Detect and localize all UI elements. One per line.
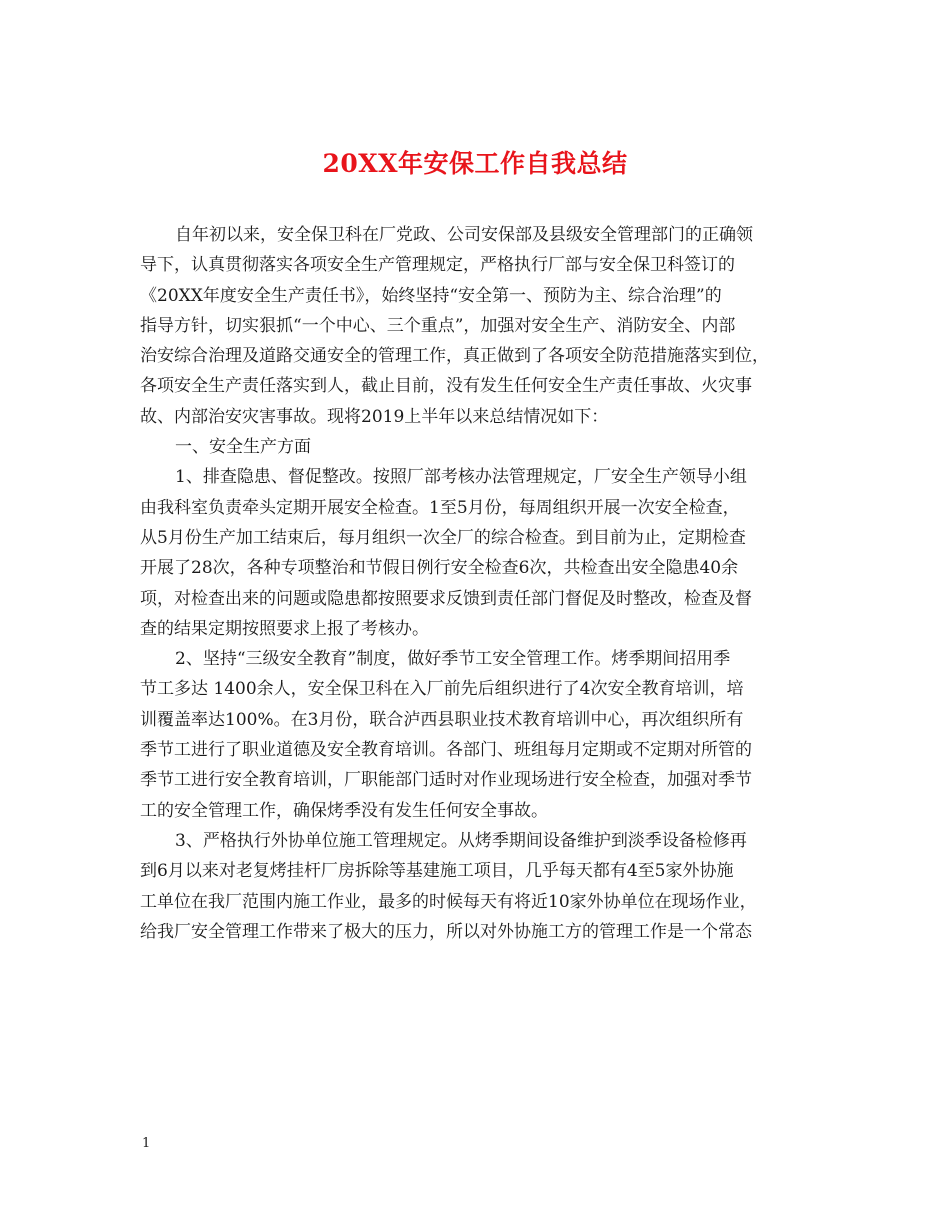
body-line: 各项安全生产责任落实到人，截止目前，没有发生任何安全生产责任事故、火灾事 (140, 376, 752, 397)
body-line: 3、严格执行外协单位施工管理规定。从烤季期间设备维护到淡季设备检修再 (175, 830, 747, 851)
body-line: 治安综合治理及道路交通安全的管理工作，真正做到了各项安全防范措施落实到位， (140, 346, 769, 367)
section-heading: 一、安全生产方面 (175, 437, 311, 458)
body-line: 工单位在我厂范围内施工作业，最多的时候每天有将近10家外协单位在现场作业， (140, 891, 757, 912)
body-line: 到6月以来对老复烤挂杆厂房拆除等基建施工项目，几乎每天都有4至5家外协施 (140, 861, 734, 882)
body-line: 1、排查隐患、督促整改。按照厂部考核办法管理规定，厂安全生产领导小组 (175, 467, 747, 488)
document-title: 20XX年安保工作自我总结 (322, 149, 628, 178)
body-line: 季节工进行安全教育培训，厂职能部门适时对作业现场进行安全检查，加强对季节 (140, 770, 752, 791)
body-line: 指导方针，切实狠抓“一个中心、三个重点”，加强对安全生产、消防安全、内部 (140, 315, 736, 336)
body-line: 从5月份生产加工结束后，每月组织一次全厂的综合检查。到目前为止，定期检查 (140, 527, 746, 548)
body-line: 导下，认真贯彻落实各项安全生产管理规定，严格执行厂部与安全保卫科签订的 (140, 255, 735, 276)
body-line: 自年初以来，安全保卫科在厂党政、公司安保部及县级安全管理部门的正确领 (175, 225, 753, 245)
body-line: 《20XX年度安全生产责任书》，始终坚持“安全第一、预防为主、综合治理”的 (140, 285, 722, 306)
page-number: 1 (142, 1136, 151, 1151)
body-line: 训覆盖率达100%。在3月份，联合泸西县职业技术教育培训中心，再次组织所有 (140, 709, 744, 730)
body-line: 由我科室负责牵头定期开展安全检查。1至5月份，每周组织开展一次安全检查， (140, 497, 740, 518)
body-line: 开展了28次，各种专项整治和节假日例行安全检查6次，共检查出安全隐患40余 (140, 558, 739, 579)
body-line: 给我厂安全管理工作带来了极大的压力，所以对外协施工方的管理工作是一个常态 (140, 921, 752, 942)
document-body (140, 220, 820, 947)
body-line: 查的结果定期按照要求上报了考核办。 (140, 618, 429, 639)
body-line: 节工多达 1400余人，安全保卫科在入厂前先后组织进行了4次安全教育培训，培 (140, 679, 744, 700)
body-line: 项，对检查出来的问题或隐患都按照要求反馈到责任部门督促及时整改，检查及督 (140, 588, 752, 609)
body-line: 季节工进行了职业道德及安全教育培训。各部门、班组每月定期或不定期对所管的 (140, 740, 752, 761)
body-line: 工的安全管理工作，确保烤季没有发生任何安全事故。 (140, 800, 548, 821)
body-line: 故、内部治安灾害事故。现将2019上半年以来总结情况如下： (140, 406, 609, 427)
body-line: 2、坚持“三级安全教育”制度，做好季节工安全管理工作。烤季期间招用季 (175, 649, 731, 670)
